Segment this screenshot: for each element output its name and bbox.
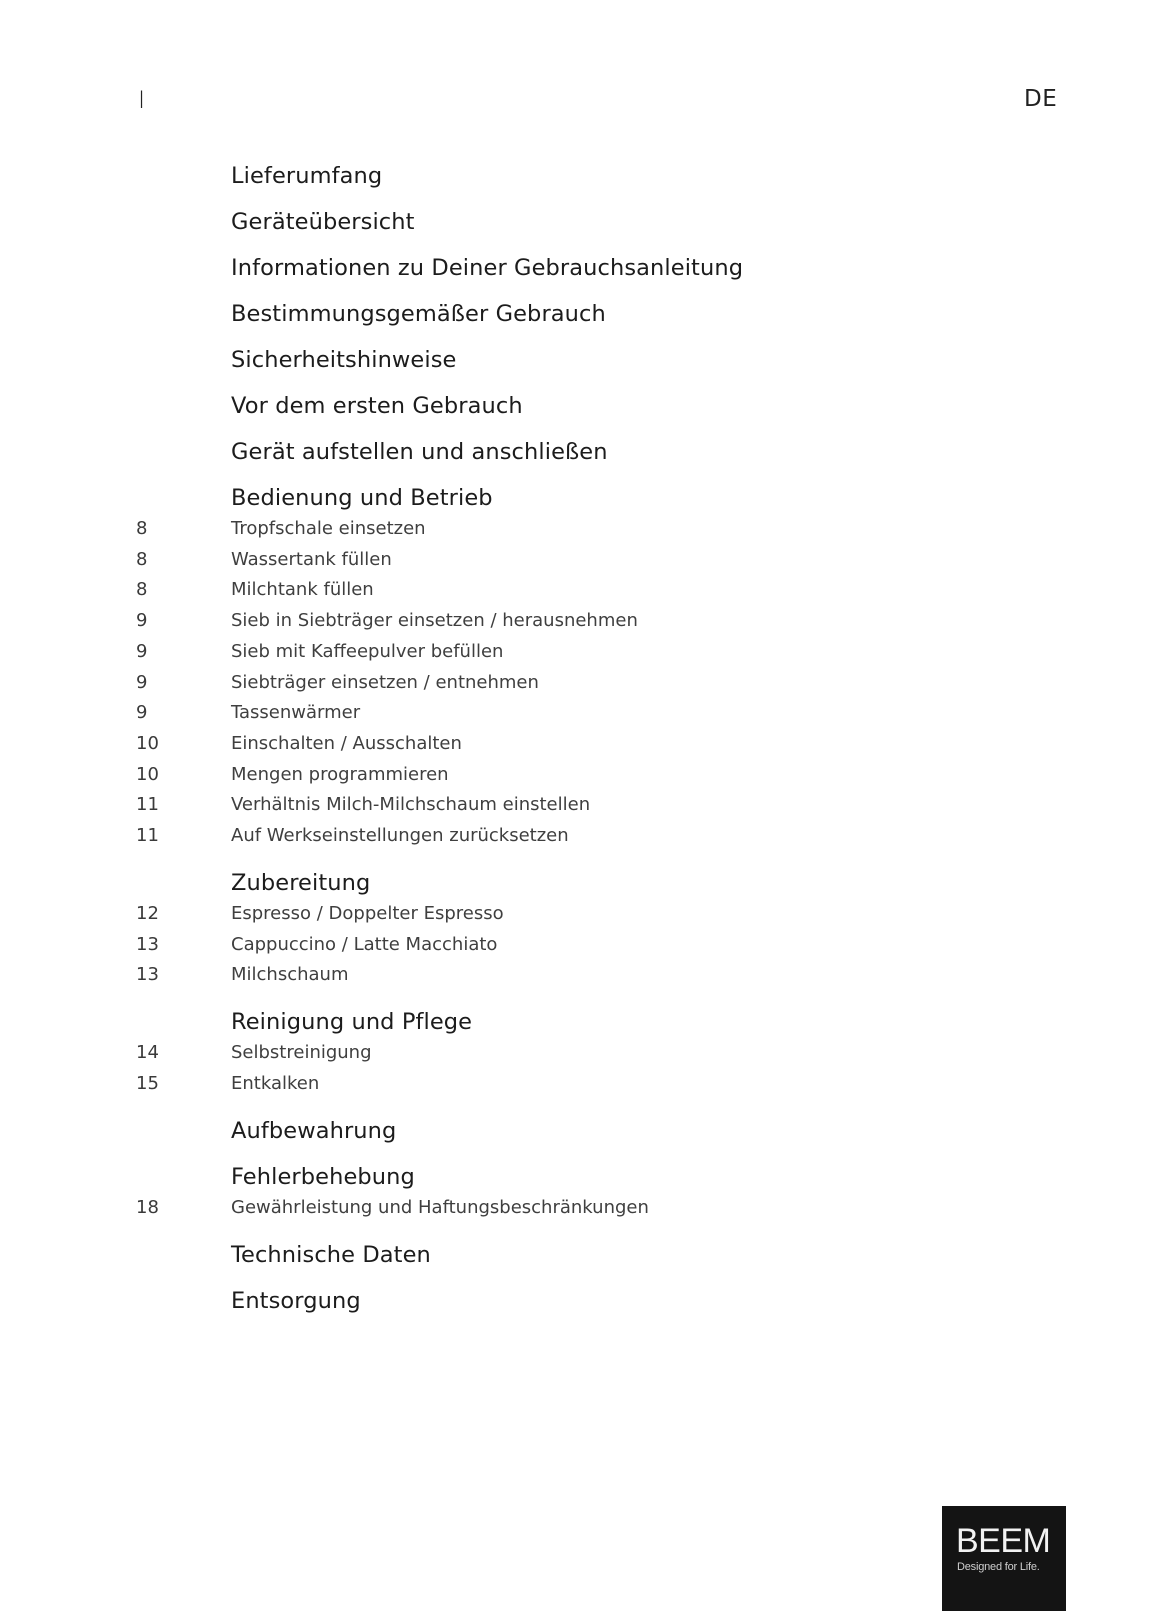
toc-page-number: 8 [136,549,148,570]
toc-entry-title: Espresso / Doppelter Espresso [231,903,504,924]
toc-entry-title: Sieb in Siebträger einsetzen / herausnehmen [231,610,638,631]
toc-entry-title: Cappuccino / Latte Macchiato [231,934,498,955]
language-code: DE [1024,86,1058,112]
toc-page-number: 11 [136,825,159,846]
toc-heading-title: Bestimmungsgemäßer Gebrauch [231,301,606,327]
toc-heading-title: Sicherheitshinweise [231,347,457,373]
toc-page-number: 8 [136,579,148,600]
toc-entry-title: Entkalken [231,1073,320,1094]
toc-heading-title: Entsorgung [231,1288,361,1314]
toc-entry-title: Sieb mit Kaffeepulver befüllen [231,641,504,662]
toc-entry-title: Mengen programmieren [231,764,449,785]
toc-heading-title: Geräteübersicht [231,209,415,235]
beem-logo [942,1506,1066,1611]
page-number: I [138,86,146,114]
toc-heading-title: Fehlerbehebung [231,1164,415,1190]
toc-page-number: 13 [136,964,159,985]
toc-heading-title: Vor dem ersten Gebrauch [231,393,523,419]
toc-heading-title: Technische Daten [231,1242,431,1268]
toc-entry-title: Milchtank füllen [231,579,374,600]
toc-page-number: 9 [136,702,148,723]
logo-brand: BEEM [956,1522,1051,1560]
toc-entry-title: Einschalten / Ausschalten [231,733,462,754]
toc-page-number: 9 [136,641,148,662]
toc-page-number: 8 [136,518,148,539]
toc-heading-title: Informationen zu Deiner Gebrauchsanleitung [231,255,744,281]
toc-entry-title: Milchschaum [231,964,349,985]
toc-page-number: 11 [136,794,159,815]
toc-page-number: 18 [136,1197,159,1218]
toc-page-number: 10 [136,733,159,754]
toc-entry-title: Wassertank füllen [231,549,392,570]
toc-heading-title: Bedienung und Betrieb [231,485,493,511]
toc-entry-title: Selbstreinigung [231,1042,372,1063]
toc-entry-title: Auf Werkseinstellungen zurücksetzen [231,825,569,846]
toc-entry-title: Tassenwärmer [231,702,361,723]
toc-heading-title: Lieferumfang [231,163,383,189]
toc-entry-title: Verhältnis Milch-Milchschaum einstellen [231,794,591,815]
toc-heading-title: Zubereitung [231,870,371,896]
toc-page-number: 12 [136,903,159,924]
toc-entry-title: Tropfschale einsetzen [231,518,426,539]
toc-page-number: 14 [136,1042,159,1063]
toc-entry-title: Siebträger einsetzen / entnehmen [231,672,539,693]
toc-entry-title: Gewährleistung und Haftungsbeschränkungen [231,1197,649,1218]
toc-page-number: 13 [136,934,159,955]
toc-page-number: 9 [136,672,148,693]
toc-heading-title: Gerät aufstellen und anschließen [231,439,608,465]
logo-tagline: Designed for Life. [957,1561,1040,1573]
toc-page-number: 10 [136,764,159,785]
toc-heading-title: Reinigung und Pflege [231,1009,473,1035]
toc-page-number: 15 [136,1073,159,1094]
toc-heading-title: Aufbewahrung [231,1118,397,1144]
toc-page-number: 9 [136,610,148,631]
